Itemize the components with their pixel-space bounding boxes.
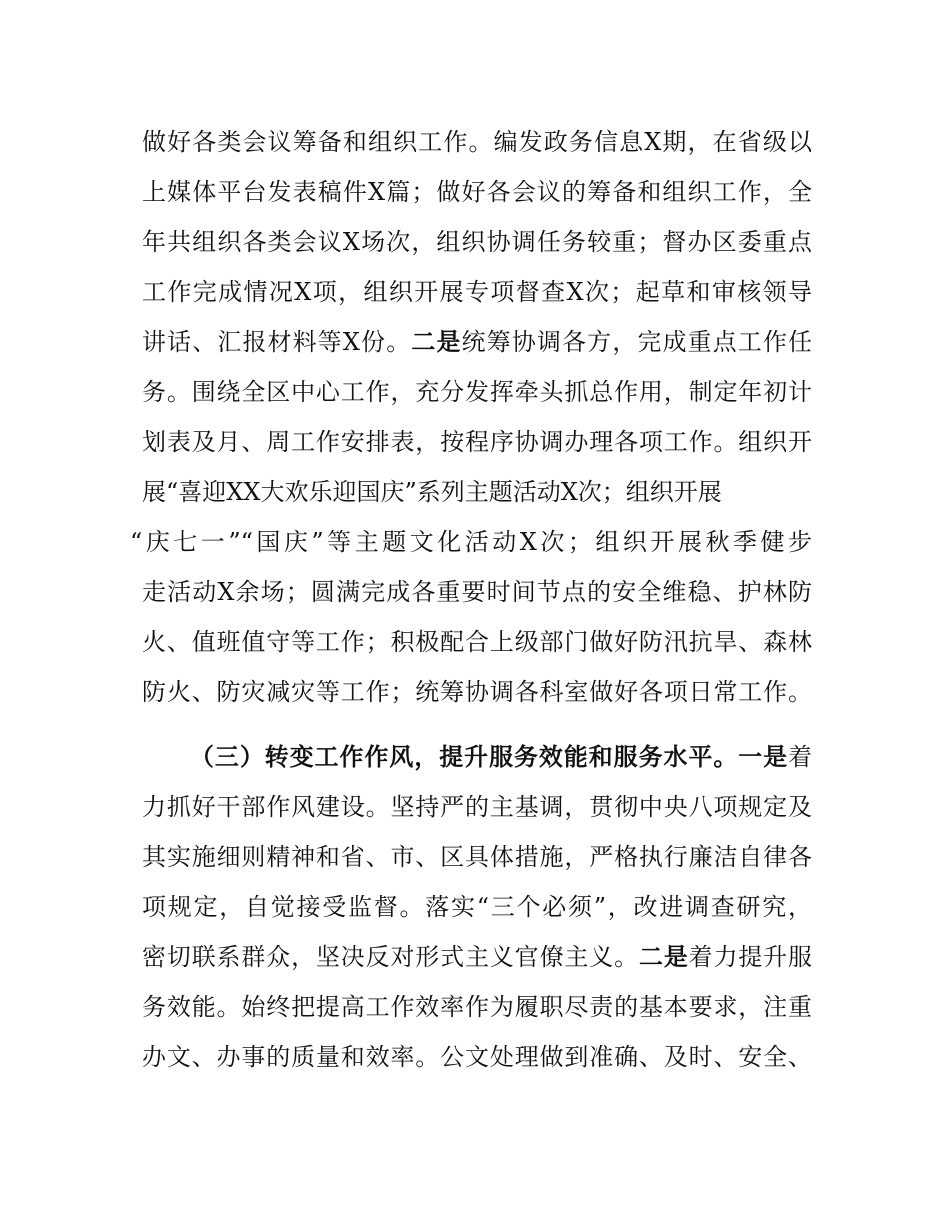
line-text: 做好各类会议筹备和组织工作。编发政务信息X期，在省级以 [142,128,812,156]
line-text: 务效能。始终把提高工作效率作为履职尽责的基本要求，注重 [142,993,812,1021]
line-text: 工作完成情况X项，组织开展专项督查X次；起草和审核领导 [142,278,812,306]
line-text: “庆七一”“国庆”等主题文化活动X次；组织开展秋季健步 [130,528,812,556]
line-text: 年共组织各类会议X场次，组织协调任务较重；督办区委重点 [142,228,812,256]
bold-lead: 二是 [411,328,462,356]
section-heading: （三）转变工作作风，提升服务效能和服务水平。 [190,743,739,771]
line-text: 着力提升服 [688,943,812,971]
line-text: 力抓好干部作风建设。坚持严的主基调，贯彻中央八项规定及 [142,793,812,821]
line-text: 务。围绕全区中心工作，充分发挥牵头抓总作用，制定年初计 [142,378,812,406]
bold-lead: 一是 [738,743,789,771]
paragraph-line [142,837,812,877]
line-text: 项规定，自觉接受监督。落实“三个必须”，改进调查研究， [142,893,812,921]
paragraph-line [142,622,812,662]
paragraph-line [142,222,812,262]
paragraph-line [130,522,812,562]
line-text: 防火、防灾减灾等工作；统筹协调各科室做好各项日常工作。 [142,678,812,706]
paragraph-line [142,472,812,512]
paragraph-line [142,172,812,212]
paragraph-line [142,672,812,712]
line-text: 着 [788,743,813,771]
paragraph-line [142,272,812,312]
paragraph-line [142,122,812,162]
paragraph-line [142,887,812,927]
paragraph-line [142,322,812,362]
section-heading-line [190,737,812,777]
paragraph-line [142,987,812,1027]
paragraph-line [142,572,812,612]
line-text: 上媒体平台发表稿件X篇；做好各会议的筹备和组织工作，全 [142,178,812,206]
paragraph-line [142,372,812,412]
paragraph-line [142,1037,812,1077]
bold-lead: 二是 [639,943,689,971]
line-text: 展“喜迎XX大欢乐迎国庆”系列主题活动X次；组织开展 [142,478,722,506]
paragraph-line [142,937,812,977]
paragraph-line [142,787,812,827]
line-text: 走活动X余场；圆满完成各重要时间节点的安全维稳、护林防 [142,578,812,606]
line-text: 划表及月、周工作安排表，按程序协调办理各项工作。组织开 [142,428,812,456]
line-text: 办文、办事的质量和效率。公文处理做到准确、及时、安全、 [142,1043,812,1071]
line-text: 密切联系群众，坚决反对形式主义官僚主义。 [142,943,640,971]
line-text: 讲话、汇报材料等X份。 [142,328,412,356]
paragraph-line [142,422,812,462]
line-text: 火、值班值守等工作；积极配合上级部门做好防汛抗旱、森林 [142,628,812,656]
line-text: 其实施细则精神和省、市、区具体措施，严格执行廉洁自律各 [142,843,812,871]
line-text: 统筹协调各方，完成重点工作任 [461,328,812,356]
